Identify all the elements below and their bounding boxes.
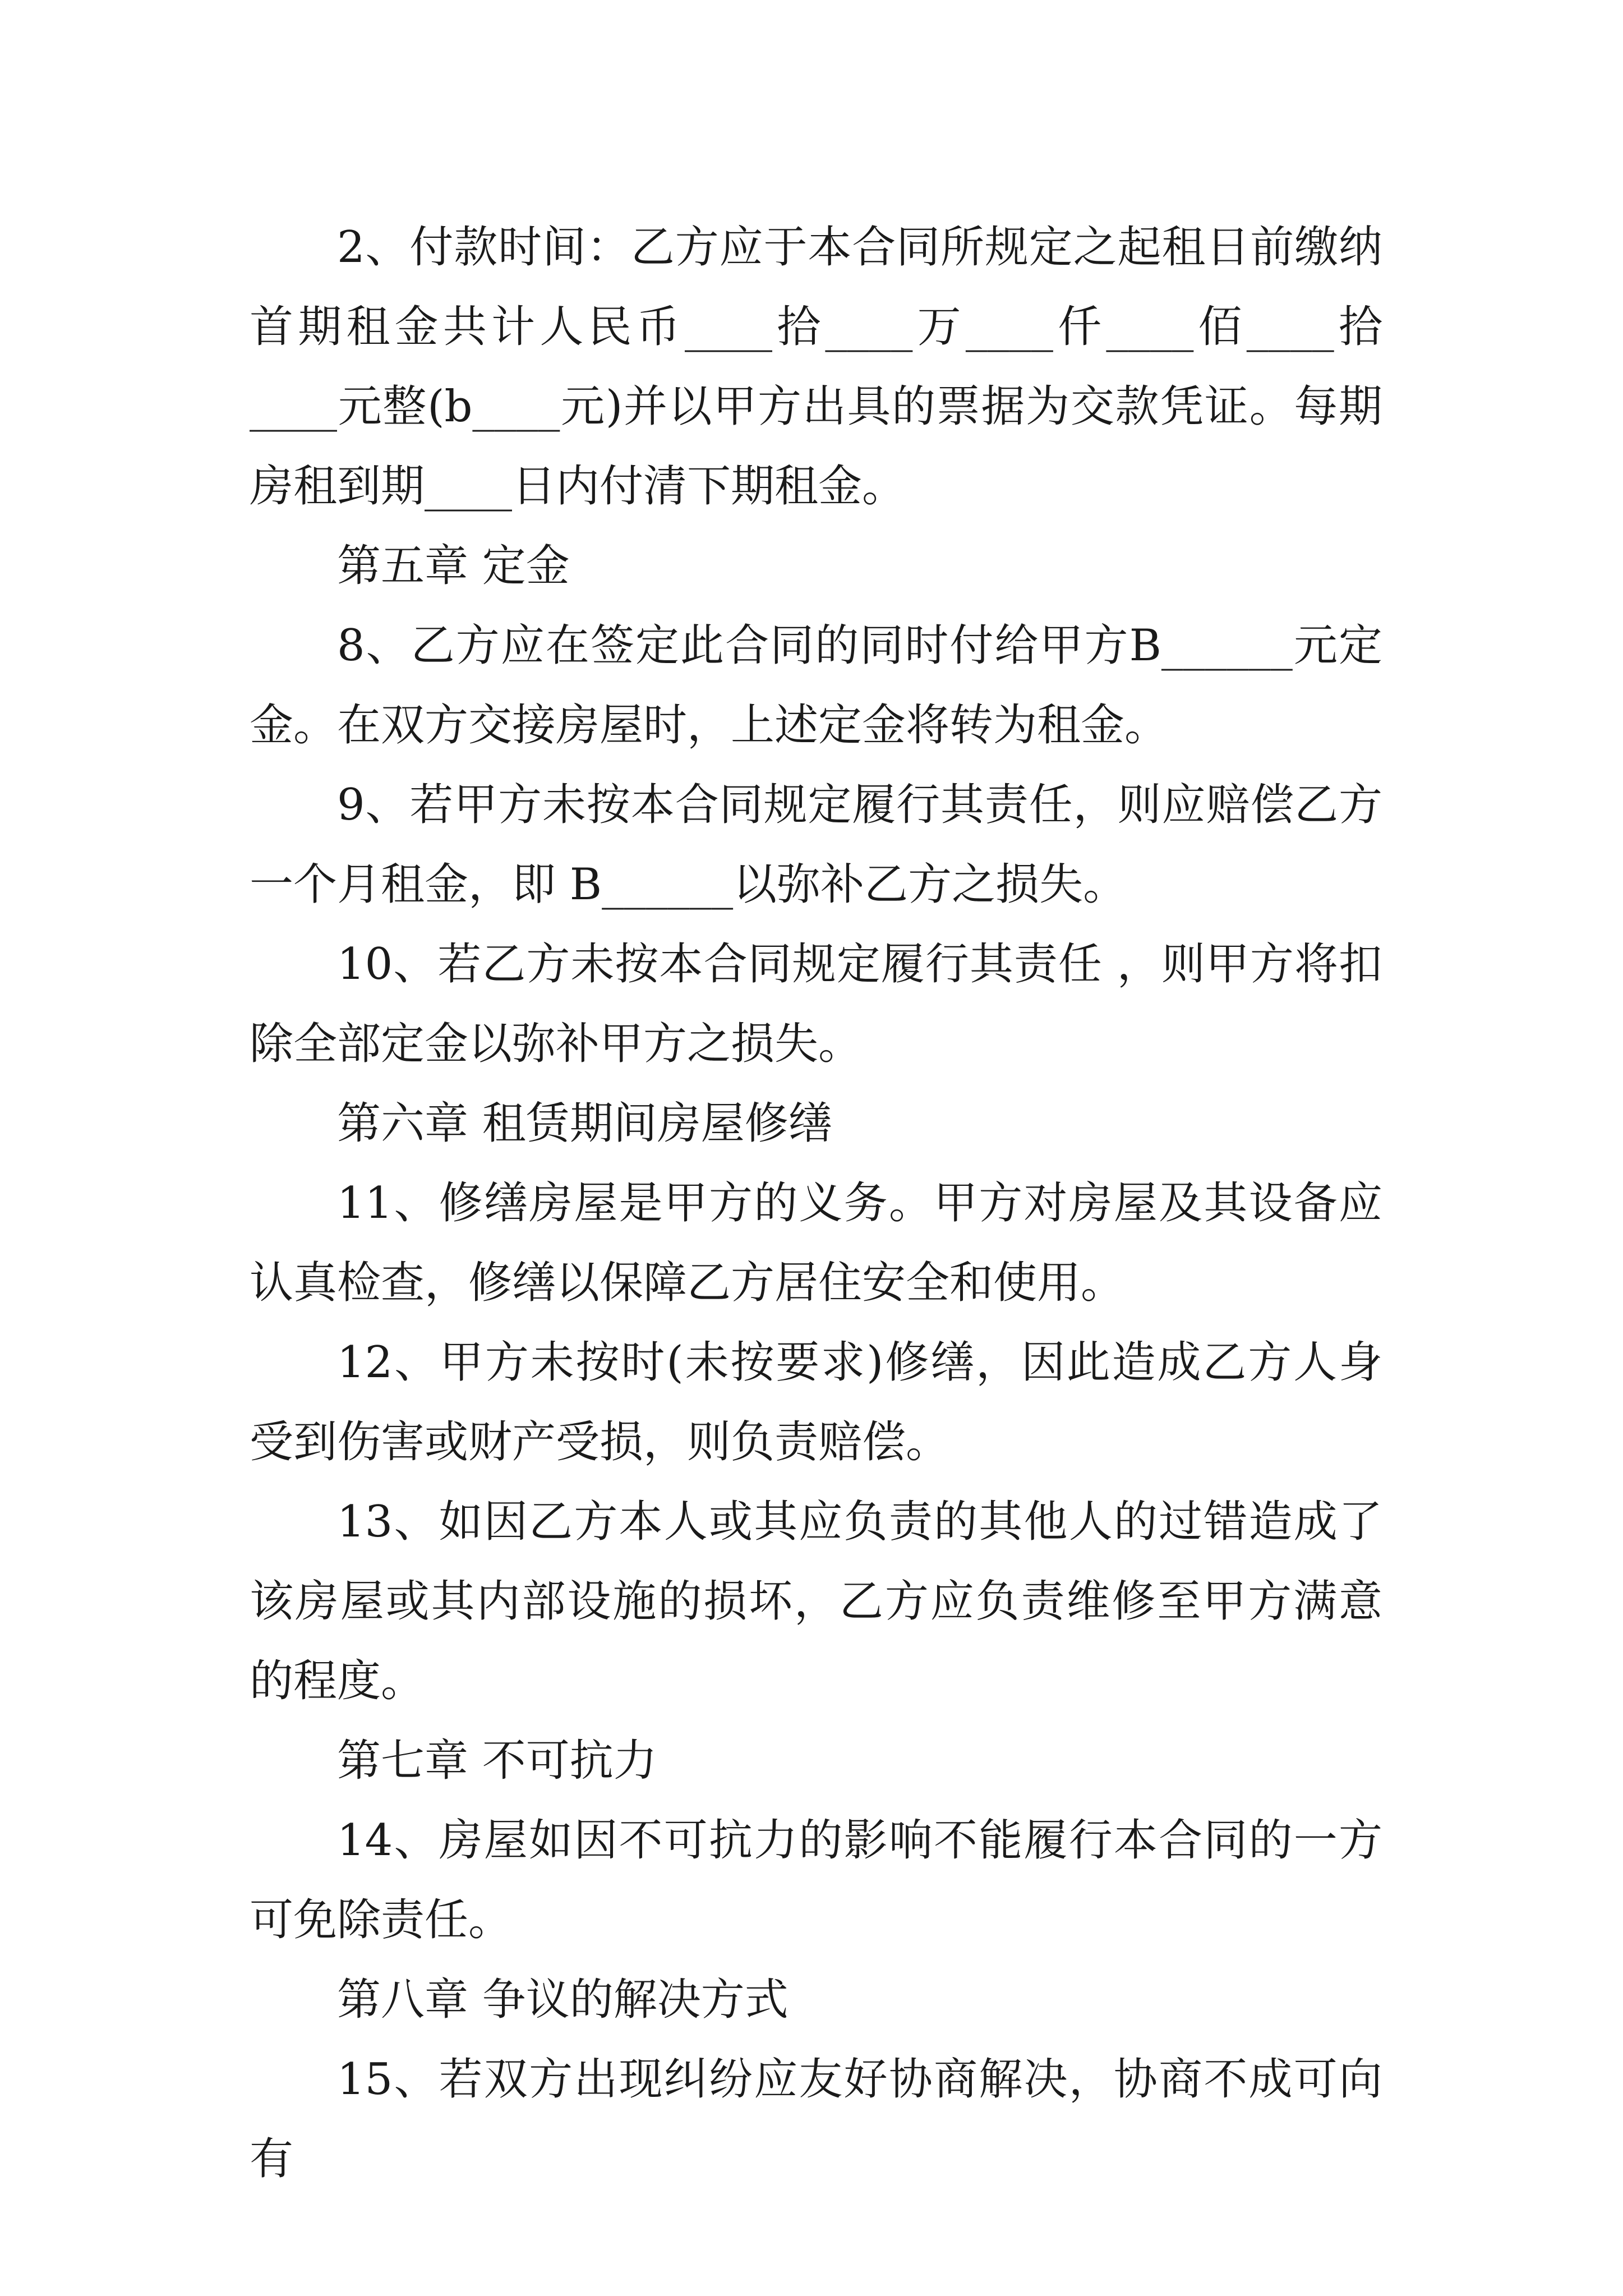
chapter-8-heading: 第八章 争议的解决方式 — [337, 1975, 789, 2025]
clause-15: 15、若双方出现纠纷应友好协商解决，协商不成可向有 — [250, 2054, 1382, 2184]
chapter-6-heading: 第六章 租赁期间房屋修缮 — [337, 1098, 832, 1149]
chapter-5-heading: 第五章 定金 — [337, 541, 570, 591]
clause-14: 14、房屋如因不可抗力的影响不能履行本合同的一方可免除责任。 — [250, 1815, 1382, 1945]
clause-8: 8、乙方应在签定此合同的同时付给甲方B______元定金。在双方交接房屋时，上述定金将转为租金。 — [250, 620, 1382, 751]
document-page — [250, 208, 1382, 2199]
clause-13: 13、如因乙方本人或其应负责的其他人的过错造成了该房屋或其内部设施的损坏，乙方应负责维修至甲方满意的程度。 — [250, 1497, 1382, 1706]
clause-12: 12、甲方未按时(未按要求)修缮，因此造成乙方人身受到伤害或财产受损，则负责赔偿。 — [250, 1337, 1382, 1467]
clause-9: 9、若甲方未按本合同规定履行其责任，则应赔偿乙方一个月租金，即 B______以弥补乙方之损失。 — [250, 780, 1382, 910]
clause-10: 10、若乙方未按本合同规定履行其责任 ，则甲方将扣除全部定金以弥补甲方之损失。 — [250, 939, 1382, 1069]
clause-11: 11、修缮房屋是甲方的义务。甲方对房屋及其设备应认真检查，修缮以保障乙方居住安全和使用。 — [250, 1178, 1382, 1308]
clause-payment-time: 2、付款时间：乙方应于本合同所规定之起租日前缴纳首期租金共计人民币____拾____万____仟____佰____拾____元整(b____元)并以甲方出具的票据为交款凭证。每期房租到期____日内付清下期租金。 — [250, 222, 1382, 512]
chapter-7-heading: 第七章 不可抗力 — [337, 1736, 657, 1786]
